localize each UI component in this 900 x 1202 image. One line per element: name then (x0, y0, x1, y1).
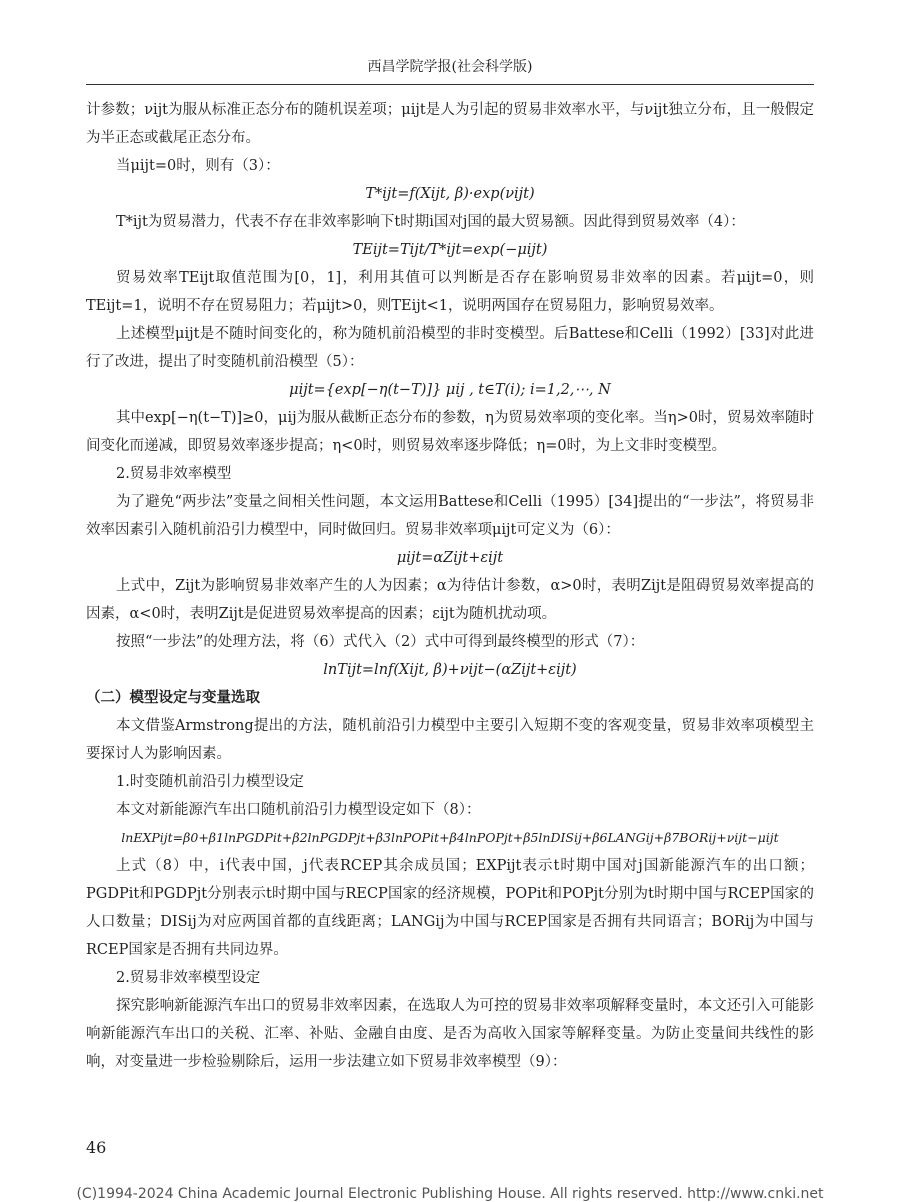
paragraph: 探究影响新能源汽车出口的贸易非效率因素，在选取人为可控的贸易非效率项解释变量时，本文还引入可能影响新能源汽车出口的关税、汇率、补贴、金融自由度、是否为高收入国家等解释变量。为防止变量间共线性的影响，对变量进一步检验剔除后，运用一步法建立如下贸易非效率模型（9）： (86, 998, 814, 1070)
paragraph: 上式中，Zijt为影响贸易非效率产生的人为因素；α为待估计参数，α>0时，表明Zijt是阻碍贸易效率提高的因素，α<0时，表明Zijt是促进贸易效率提高的因素；εijt为随机扰动项。 (86, 578, 814, 622)
paragraph: 本文借鉴Armstrong提出的方法，随机前沿引力模型中主要引入短期不变的客观变量，贸易非效率项模型主要探讨人为影响因素。 (86, 718, 814, 762)
paragraph: 贸易效率TEijt取值范围为[0，1]，利用其值可以判断是否存在影响贸易非效率的因素。若μijt=0，则TEijt=1，说明不存在贸易阻力；若μijt>0，则TEijt<1，说明两国存在贸易阻力，影响贸易效率。 (86, 270, 814, 314)
paragraph: 为了避免“两步法”变量之间相关性问题，本文运用Battese和Celli（1995）[34]提出的“一步法”，将贸易非效率因素引入随机前沿引力模型中，同时做回归。贸易非效率项μijt可定义为（6）： (86, 494, 814, 538)
paragraph: 上述模型μijt是不随时间变化的，称为随机前沿模型的非时变模型。后Battese和Celli（1992）[33]对此进行了改进，提出了时变随机前沿模型（5）： (86, 326, 814, 370)
copyright-footer: (C)1994-2024 China Academic Journal Electronic Publishing House. All rights reserved. http://www.cnki.net (76, 1186, 824, 1202)
paragraph: 上式（8）中，i代表中国，j代表RCEP其余成员国；EXPijt表示t时期中国对j国新能源汽车的出口额；PGDPit和PGDPjt分别表示t时期中国与RECP国家的经济规模，POPit和POPjt分别为t时期中国与RCEP国家的人口数量；DISij为对应两国首都的直线距离；LANGij为中国与RCEP国家是否拥有共同语言；BORij为中国与RCEP国家是否拥有共同边界。 (86, 858, 814, 958)
equation-4: TEijt=Tijt/T*ijt=exp(−μijt) (352, 242, 548, 258)
paragraph: 计参数；νijt为服从标准正态分布的随机误差项；μijt是人为引起的贸易非效率水平，与νijt独立分布，且一般假定为半正态或截尾正态分布。 (86, 102, 814, 146)
equation-5: μijt={exp[−η(t−T)]} μij , t∈T(i); i=1,2,⋯, N (289, 382, 611, 398)
page-number: 46 (86, 1138, 107, 1157)
paragraph: T*ijt为贸易潜力，代表不存在非效率影响下t时期i国对j国的最大贸易额。因此得到贸易效率（4）： (116, 214, 745, 230)
paragraph: 当μijt=0时，则有（3）： (116, 158, 280, 174)
paragraph: 本文对新能源汽车出口随机前沿引力模型设定如下（8）： (116, 802, 481, 818)
section-heading: （二）模型设定与变量选取 (86, 689, 260, 706)
subsection-heading: 2.贸易非效率模型 (116, 466, 232, 482)
running-header (86, 56, 814, 85)
subsection-heading: 1.时变随机前沿引力模型设定 (116, 774, 304, 790)
subsection-heading: 2.贸易非效率模型设定 (116, 970, 261, 986)
page-body (86, 96, 814, 1076)
journal-title: 西昌学院学报(社会科学版) (367, 59, 533, 75)
equation-3: T*ijt=f(Xijt, β)·exp(νijt) (365, 186, 535, 202)
paragraph: 其中exp[−η(t−T)]≥0，μij为服从截断正态分布的参数，η为贸易效率项的变化率。当η>0时，贸易效率随时间变化而递减，即贸易效率逐步提高；η<0时，则贸易效率逐步降低；η=0时，为上文非时变模型。 (86, 410, 814, 454)
equation-6: μijt=αZijt+εijt (396, 550, 504, 566)
equation-7: lnTijt=lnf(Xijt, β)+νijt−(αZijt+εijt) (323, 662, 577, 678)
paragraph: 按照“一步法”的处理方法，将（6）式代入（2）式中可得到最终模型的形式（7）： (116, 634, 645, 650)
equation-8: lnEXPijt=β0+β1lnPGDPit+β2lnPGDPjt+β3lnPOPit+β4lnPOPjt+β5lnDISij+β6LANGij+β7BORij+νijt−μijt (121, 830, 779, 845)
